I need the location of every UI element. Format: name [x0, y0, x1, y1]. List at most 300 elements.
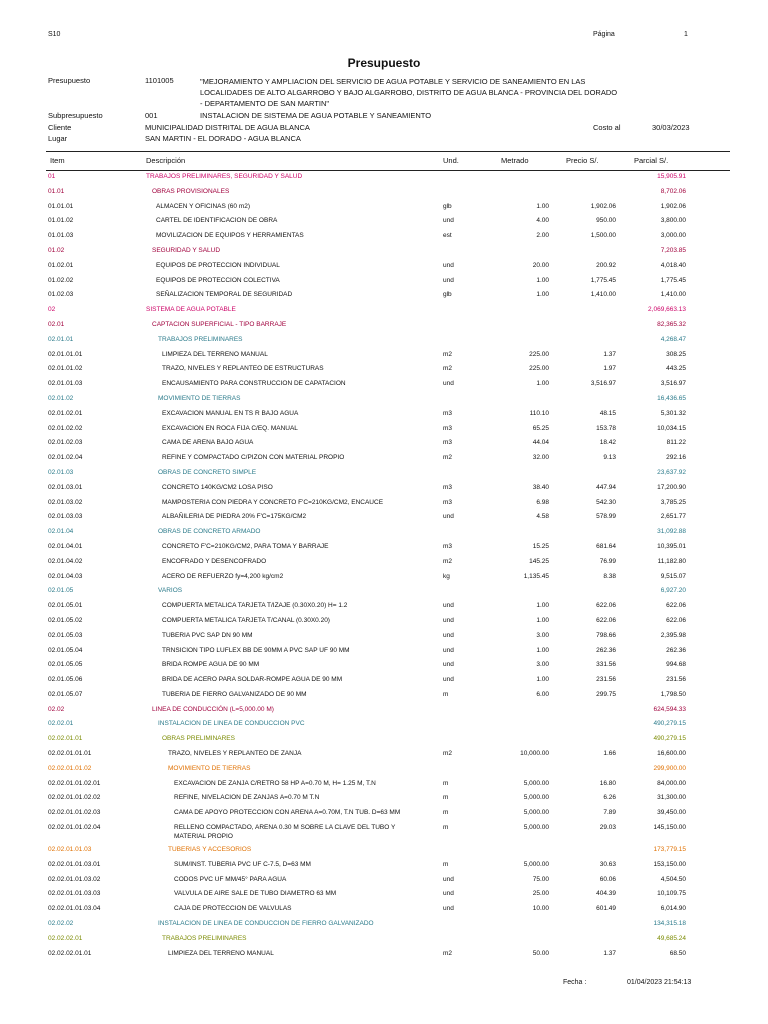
table-row [0, 481, 768, 496]
item-code: 02.01.04 [48, 528, 74, 536]
item-parcial: 23,637.92 [657, 468, 686, 476]
table-row [0, 288, 768, 303]
item-description: CAPTACION SUPERFICIAL - TIPO BARRAJE [152, 320, 287, 328]
col-und: Und. [443, 156, 459, 165]
item-parcial: 3,785.25 [660, 498, 686, 506]
item-parcial: 231.56 [666, 676, 686, 684]
item-parcial: 5,301.32 [660, 409, 686, 417]
lugar-label: Lugar [48, 134, 68, 143]
item-parcial: 153,150.00 [653, 860, 686, 868]
item-precio: 578.99 [596, 513, 616, 521]
item-code: 02.02.01.01.02 [48, 764, 92, 772]
presupuesto-label: Presupuesto [48, 76, 91, 85]
table-row [0, 392, 768, 407]
item-description: CONCRETO 140KG/CM2 LOSA PISO [162, 483, 273, 491]
item-precio: 1.66 [603, 750, 616, 758]
item-code: 01.01.01 [48, 202, 74, 210]
table-row [0, 777, 768, 792]
table-row [0, 644, 768, 659]
item-description: TRABAJOS PRELIMINARES [158, 335, 243, 343]
item-metrado: 1.00 [536, 676, 549, 684]
item-code: 02.02.01.01.02.01 [48, 779, 101, 787]
table-row [0, 185, 768, 200]
table-row [0, 658, 768, 673]
item-precio: 1,902.06 [590, 202, 616, 210]
item-unit: und [443, 631, 454, 639]
item-code: 02.01.01.03 [48, 380, 83, 388]
item-precio: 29.03 [599, 824, 616, 832]
item-parcial: 11,182.80 [657, 557, 686, 565]
item-description: TUBERIAS Y ACCESORIOS [168, 846, 252, 854]
item-precio: 1,500.00 [590, 232, 616, 240]
item-code: 02.01.05 [48, 587, 74, 595]
item-description: OBRAS PROVISIONALES [152, 187, 230, 195]
item-description: ENCOFRADO Y DESENCOFRADO [162, 557, 267, 565]
table-row [0, 318, 768, 333]
item-parcial: 10,395.01 [657, 542, 686, 550]
item-metrado: 5,000.00 [523, 860, 549, 868]
table-row [0, 200, 768, 215]
table-row [0, 629, 768, 644]
item-description: MOVIMIENTO DE TIERRAS [168, 764, 251, 772]
item-unit: und [443, 261, 454, 269]
item-code: 02.01.03.03 [48, 513, 83, 521]
budget-table [0, 170, 768, 961]
cliente-label: Cliente [48, 123, 72, 132]
table-row [0, 762, 768, 777]
lugar-value: SAN MARTIN - EL DORADO - AGUA BLANCA [145, 134, 301, 143]
item-parcial: 4,504.50 [660, 875, 686, 883]
item-metrado: 4.58 [536, 513, 549, 521]
item-code: 01.01.02 [48, 217, 74, 225]
item-code: 02.02.02 [48, 920, 74, 928]
item-parcial: 15,905.91 [657, 173, 686, 180]
item-metrado: 145.25 [529, 557, 549, 565]
item-metrado: 1.00 [536, 616, 549, 624]
table-row [0, 451, 768, 466]
table-row [0, 584, 768, 599]
item-unit: m [443, 794, 449, 802]
table-row [0, 422, 768, 437]
item-metrado: 50.00 [532, 949, 549, 957]
col-descripcion: Descripción [146, 156, 186, 165]
costo-label: Costo al [593, 123, 621, 132]
item-metrado: 10.00 [532, 905, 549, 913]
table-header [46, 151, 730, 171]
item-code: 02.02.01 [48, 720, 74, 728]
item-code: 02.01.03 [48, 468, 74, 476]
table-row [0, 348, 768, 363]
item-unit: und [443, 380, 454, 388]
item-unit: und [443, 875, 454, 883]
table-row [0, 599, 768, 614]
item-description: COMPUERTA METALICA TARJETA T/CANAL (0.30X0.20) [162, 616, 330, 624]
table-row [0, 303, 768, 318]
table-row [0, 259, 768, 274]
item-code: 02.01.02.01 [48, 409, 83, 417]
item-precio: 48.15 [599, 409, 616, 417]
item-metrado: 5,000.00 [523, 794, 549, 802]
item-code: 02.01.04.02 [48, 557, 83, 565]
item-metrado: 1.00 [536, 646, 549, 654]
table-row [0, 688, 768, 703]
item-precio: 331.56 [596, 661, 616, 669]
item-code: 02.01.05.01 [48, 602, 83, 610]
item-unit: und [443, 676, 454, 684]
item-unit: m [443, 809, 449, 817]
item-description: ACERO DE REFUERZO fy=4,200 kg/cm2 [162, 572, 284, 580]
item-description: MOVILIZACION DE EQUIPOS Y HERRAMIENTAS [156, 232, 304, 240]
item-parcial: 1,798.50 [660, 690, 686, 698]
item-parcial: 7,203.85 [660, 246, 686, 254]
item-description: EXCAVACION EN ROCA FIJA C/EQ. MANUAL [162, 424, 298, 432]
item-parcial: 3,800.00 [660, 217, 686, 225]
item-parcial: 6,927.20 [660, 587, 686, 595]
item-unit: m3 [443, 483, 453, 491]
cliente-value: MUNICIPALIDAD DISTRITAL DE AGUA BLANCA [145, 123, 310, 132]
item-code: 02.01.01.02 [48, 365, 83, 373]
item-description: CARTEL DE IDENTIFICACION DE OBRA [156, 217, 278, 225]
item-unit: m [443, 824, 449, 832]
item-parcial: 3,000.00 [660, 232, 686, 240]
item-parcial: 49,685.24 [657, 934, 686, 942]
item-description: INSTALACION DE LINEA DE CONDUCCION PVC [158, 720, 305, 728]
item-parcial: 17,200.90 [657, 483, 686, 491]
item-description: BRIDA ROMPE AGUA DE 90 MM [162, 661, 260, 669]
item-description: CAJA DE PROTECCION DE VALVULAS [174, 905, 292, 913]
item-parcial: 6,014.90 [660, 905, 686, 913]
col-precio: Precio S/. [566, 156, 599, 165]
item-description: SEÑALIZACION TEMPORAL DE SEGURIDAD [156, 291, 293, 299]
item-description: BRIDA DE ACERO PARA SOLDAR-ROMPE AGUA DE 90 MM [162, 676, 343, 684]
table-row [0, 570, 768, 585]
table-row [0, 525, 768, 540]
item-description: EXCAVACION MANUAL EN TS R BAJO AGUA [162, 409, 299, 417]
item-unit: m2 [443, 750, 453, 758]
item-parcial: 1,775.45 [660, 276, 686, 284]
item-precio: 3,516.97 [590, 380, 616, 388]
item-parcial: 624,594.33 [653, 705, 686, 713]
item-precio: 299.75 [596, 690, 616, 698]
item-parcial: 4,018.40 [660, 261, 686, 269]
item-unit: m2 [443, 949, 453, 957]
item-code: 02.01.01 [48, 335, 74, 343]
item-unit: und [443, 513, 454, 521]
item-precio: 950.00 [596, 217, 616, 225]
item-metrado: 225.00 [529, 365, 549, 373]
item-unit: m3 [443, 542, 453, 550]
table-row [0, 170, 768, 185]
item-code: 02.01.05.06 [48, 676, 83, 684]
item-description: SISTEMA DE AGUA POTABLE [146, 306, 236, 314]
item-parcial: 2,069,663.13 [648, 306, 686, 314]
item-code: 02.02.01.01.03 [48, 846, 92, 854]
item-metrado: 1.00 [536, 380, 549, 388]
item-parcial: 134,315.18 [653, 920, 686, 928]
table-row [0, 274, 768, 289]
table-row [0, 843, 768, 858]
item-parcial: 2,395.98 [660, 631, 686, 639]
page-label: Página [593, 31, 615, 38]
item-unit: m [443, 690, 449, 698]
item-description: ENCAUSAMIENTO PARA CONSTRUCCION DE CAPATACION [162, 380, 346, 388]
item-unit: und [443, 890, 454, 898]
item-metrado: 2.00 [536, 232, 549, 240]
item-precio: 542.30 [596, 498, 616, 506]
table-row [0, 362, 768, 377]
item-parcial: 1,902.06 [660, 202, 686, 210]
item-code: 02.01.02.03 [48, 439, 83, 447]
item-precio: 30.63 [599, 860, 616, 868]
item-precio: 231.56 [596, 676, 616, 684]
item-precio: 60.06 [599, 875, 616, 883]
item-parcial: 84,000.00 [657, 779, 686, 787]
table-row [0, 821, 768, 843]
item-unit: m3 [443, 424, 453, 432]
item-precio: 262.36 [596, 646, 616, 654]
item-description: EQUIPOS DE PROTECCION INDIVIDUAL [156, 261, 280, 269]
table-row [0, 466, 768, 481]
page-number: 1 [684, 31, 688, 38]
table-row [0, 244, 768, 259]
item-precio: 8.38 [603, 572, 616, 580]
item-code: 02.01.05.02 [48, 616, 83, 624]
item-unit: glb [443, 202, 452, 210]
table-row [0, 873, 768, 888]
item-description: TRAZO, NIVELES Y REPLANTEO DE ESTRUCTURAS [162, 365, 324, 373]
table-row [0, 673, 768, 688]
item-parcial: 10,109.75 [657, 890, 686, 898]
item-precio: 76.99 [599, 557, 616, 565]
table-row [0, 806, 768, 821]
col-parcial: Parcial S/. [634, 156, 669, 165]
item-description: VALVULA DE AIRE SALE DE TUBO DIAMETRO 63 MM [174, 890, 337, 898]
item-unit: und [443, 661, 454, 669]
fecha-label: Fecha : [563, 979, 587, 986]
item-code: 01.01.03 [48, 232, 74, 240]
item-metrado: 225.00 [529, 350, 549, 358]
fecha-value: 01/04/2023 21:54:13 [627, 979, 692, 986]
item-metrado: 10,000.00 [520, 750, 549, 758]
item-parcial: 68.50 [669, 949, 686, 957]
item-description: OBRAS DE CONCRETO ARMADO [158, 528, 261, 536]
table-row [0, 214, 768, 229]
item-unit: und [443, 276, 454, 284]
item-parcial: 299,900.00 [653, 764, 686, 772]
item-code: 02.02.01.01 [48, 735, 83, 743]
item-code: 02 [48, 306, 56, 314]
item-precio: 1,410.00 [590, 291, 616, 299]
item-parcial: 4,268.47 [660, 335, 686, 343]
item-precio: 601.49 [596, 905, 616, 913]
item-description: TUBERIA DE FIERRO GALVANIZADO DE 90 MM [162, 690, 307, 698]
item-precio: 7.89 [603, 809, 616, 817]
item-description: REFINE Y COMPACTADO C/PIZON CON MATERIAL PROPIO [162, 454, 345, 462]
item-unit: est [443, 232, 452, 240]
table-row [0, 496, 768, 511]
item-description: TRABAJOS PRELIMINARES [162, 934, 247, 942]
item-precio: 798.66 [596, 631, 616, 639]
page-title: Presupuesto [347, 56, 421, 70]
item-metrado: 1.00 [536, 276, 549, 284]
item-metrado: 25.00 [532, 890, 549, 898]
item-description: OBRAS PRELIMINARES [162, 735, 235, 743]
table-row [0, 407, 768, 422]
item-parcial: 622.06 [666, 602, 686, 610]
item-code: 02.01.05.04 [48, 646, 83, 654]
item-description: CAMA DE APOYO PROTECCION CON ARENA A=0.70M, T.N TUB. D=63 MM [174, 809, 401, 817]
item-description: EXCAVACION DE ZANJA C/RETRO 58 HP A=0.70 M, H= 1.25 M, T.N [174, 779, 376, 787]
item-description: ALMACEN Y OFICINAS (60 m2) [156, 202, 251, 210]
item-code: 02.02.01.01.02.03 [48, 809, 101, 817]
item-precio: 153.78 [596, 424, 616, 432]
item-unit: m2 [443, 454, 453, 462]
item-unit: und [443, 905, 454, 913]
item-unit: m2 [443, 557, 453, 565]
item-code: 02.02.02.01.01 [48, 949, 92, 957]
table-row [0, 510, 768, 525]
item-parcial: 2,651.77 [660, 513, 686, 521]
item-metrado: 1.00 [536, 202, 549, 210]
item-description: INSTALACION DE LINEA DE CONDUCCION DE FIERRO GALVANIZADO [158, 920, 374, 928]
item-description: CAMA DE ARENA BAJO AGUA [162, 439, 254, 447]
item-precio: 622.06 [596, 616, 616, 624]
item-metrado: 20.00 [532, 261, 549, 269]
item-description: SUM/INST. TUBERIA PVC UF C-7.5, D=63 MM [174, 860, 311, 868]
item-code: 02.02.01.01.03.02 [48, 875, 101, 883]
item-code: 02.02.01.01.03.01 [48, 860, 101, 868]
item-parcial: 9,515.07 [660, 572, 686, 580]
item-code: 02.01.01.01 [48, 350, 83, 358]
item-precio: 1.97 [603, 365, 616, 373]
table-row [0, 858, 768, 873]
item-precio: 622.06 [596, 602, 616, 610]
item-description: LIMPIEZA DEL TERRENO MANUAL [162, 350, 268, 358]
table-row [0, 540, 768, 555]
item-parcial: 173,779.15 [653, 846, 686, 854]
item-code: 02.02.01.01.03.03 [48, 890, 101, 898]
item-description: VARIOS [158, 587, 183, 595]
item-code: 01 [48, 173, 56, 180]
table-row [0, 377, 768, 392]
item-code: 02.01.04.03 [48, 572, 83, 580]
item-precio: 18.42 [599, 439, 616, 447]
subpresupuesto-description: INSTALACION DE SISTEMA DE AGUA POTABLE Y SANEAMIENTO [200, 111, 432, 120]
table-row [0, 732, 768, 747]
item-metrado: 5,000.00 [523, 779, 549, 787]
item-code: 01.01 [48, 187, 65, 195]
item-unit: m2 [443, 350, 453, 358]
item-metrado: 1.00 [536, 291, 549, 299]
item-description: TUBERIA PVC SAP DN 90 MM [162, 631, 253, 639]
item-parcial: 994.68 [666, 661, 686, 669]
item-unit: und [443, 602, 454, 610]
item-description: TRABAJOS PRELIMINARES, SEGURIDAD Y SALUD [146, 173, 303, 180]
item-code: 01.02.01 [48, 261, 74, 269]
costo-date: 30/03/2023 [652, 123, 690, 132]
item-description: COMPUERTA METALICA TARJETA T/IZAJE (0.30X0.20) H= 1.2 [162, 602, 348, 610]
item-code: 02.02.01.01.02.02 [48, 794, 101, 802]
software-label: S10 [48, 31, 61, 38]
table-row [0, 917, 768, 932]
item-precio: 16.80 [599, 779, 616, 787]
item-metrado: 4.00 [536, 217, 549, 225]
item-code: 02.01 [48, 320, 65, 328]
item-code: 02.02.01.01.02.04 [48, 824, 101, 832]
item-unit: m3 [443, 409, 453, 417]
item-description: MOVIMIENTO DE TIERRAS [158, 394, 241, 402]
item-parcial: 292.16 [666, 454, 686, 462]
item-parcial: 82,365.32 [657, 320, 686, 328]
item-parcial: 811.22 [666, 439, 686, 447]
item-parcial: 10,034.15 [657, 424, 686, 432]
table-row [0, 947, 768, 962]
item-code: 02.01.05.03 [48, 631, 83, 639]
item-code: 02.01.05.07 [48, 690, 83, 698]
item-parcial: 31,300.00 [657, 794, 686, 802]
table-row [0, 703, 768, 718]
item-code: 01.02.02 [48, 276, 74, 284]
item-precio: 447.94 [596, 483, 616, 491]
item-parcial: 622.06 [666, 616, 686, 624]
item-description: TRAZO, NIVELES Y REPLANTEO DE ZANJA [168, 750, 302, 758]
item-parcial: 16,600.00 [657, 750, 686, 758]
item-parcial: 490,279.15 [653, 735, 686, 743]
item-unit: m3 [443, 498, 453, 506]
item-metrado: 3.00 [536, 631, 549, 639]
item-description: EQUIPOS DE PROTECCION COLECTIVA [156, 276, 280, 284]
table-row [0, 333, 768, 348]
item-metrado: 6.00 [536, 690, 549, 698]
item-metrado: 1.00 [536, 602, 549, 610]
item-parcial: 145,150.00 [653, 824, 686, 832]
table-row [0, 614, 768, 629]
item-description: LIMPIEZA DEL TERRENO MANUAL [168, 949, 274, 957]
item-parcial: 1,410.00 [660, 291, 686, 299]
item-unit: m2 [443, 365, 453, 373]
item-unit: und [443, 217, 454, 225]
item-code: 01.02.03 [48, 291, 74, 299]
item-description: REFINE, NIVELACION DE ZANJAS A=0.70 M T.N [174, 794, 320, 802]
item-metrado: 6.98 [536, 498, 549, 506]
col-metrado: Metrado [501, 156, 529, 165]
item-parcial: 3,516.97 [660, 380, 686, 388]
table-row [0, 555, 768, 570]
item-precio: 1,775.45 [590, 276, 616, 284]
item-unit: m [443, 779, 449, 787]
item-code: 02.01.05.05 [48, 661, 83, 669]
table-row [0, 932, 768, 947]
item-parcial: 39,450.00 [657, 809, 686, 817]
item-parcial: 490,279.15 [653, 720, 686, 728]
item-unit: kg [443, 572, 450, 580]
item-metrado: 1,135.45 [523, 572, 549, 580]
item-code: 01.02 [48, 246, 65, 254]
item-code: 02.01.02.02 [48, 424, 83, 432]
item-description: MAMPOSTERIA CON PIEDRA Y CONCRETO F'C=210KG/CM2, ENCAUCE [162, 498, 384, 506]
item-description: CONCRETO F'C=210KG/CM2, PARA TOMA Y BARRAJE [162, 542, 329, 550]
item-parcial: 443.25 [666, 365, 686, 373]
item-metrado: 3.00 [536, 661, 549, 669]
presupuesto-description: "MEJORAMIENTO Y AMPLIACION DEL SERVICIO DE AGUA POTABLE Y SERVICIO DE SANEAMIENTO EN LAS LOCALIDADES DE ALTO ALGARROBO Y BAJO ALGARROBO, DISTRITO DE AGUA BLANCA - PROVINCIA DEL DORADO - DEPARTAMENTO DE SAN MARTIN" [200, 77, 618, 108]
item-precio: 681.64 [596, 542, 616, 550]
item-precio: 1.37 [603, 350, 616, 358]
item-code: 02.01.02.04 [48, 454, 83, 462]
item-code: 02.02.01.01.03.04 [48, 905, 101, 913]
item-metrado: 44.04 [532, 439, 549, 447]
item-unit: und [443, 646, 454, 654]
table-row [0, 436, 768, 451]
